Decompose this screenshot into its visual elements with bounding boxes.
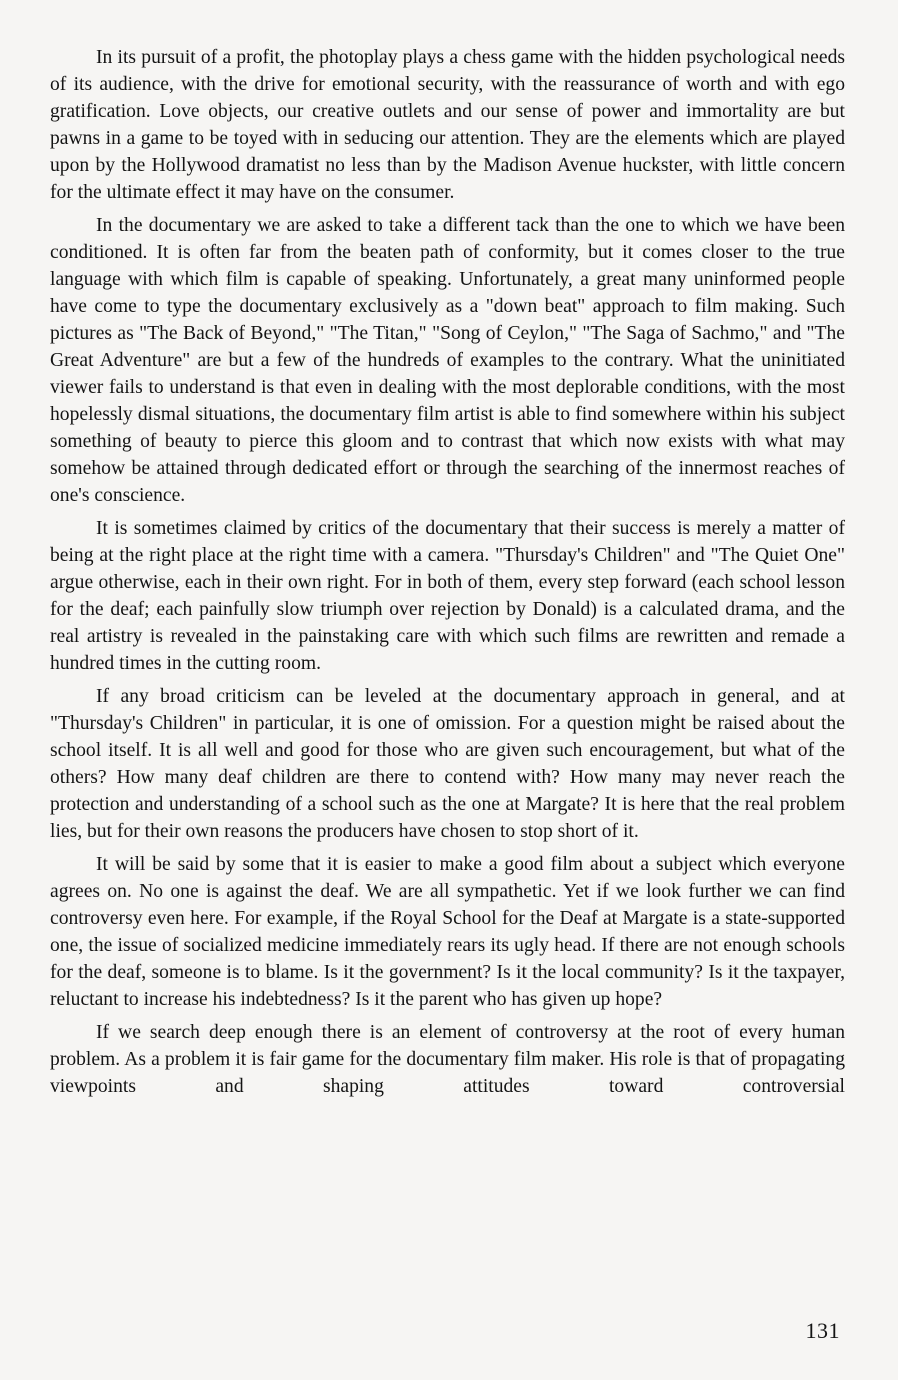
paragraph-5: It will be said by some that it is easier to make a good film about a subject which everyone agrees on. No one is against the deaf. We are all sympathetic. Yet if we look further we can find controversy even here. For example, if the Royal School for the Deaf at Margate is a state-supported one, the issue of socialized medicine immediately rears its ugly head. If there are not enough schools for the deaf, someone is to blame. Is it the government? Is it the local community? Is it the taxpayer, reluctant to increase his indebtedness? Is it the parent who has given up hope?	[50, 854, 845, 1010]
paragraph-1: In its pursuit of a profit, the photoplay plays a chess game with the hidden psychological needs of its audience, with the drive for emotional security, with the reassurance of worth and with ego gratification. Love objects, our creative outlets and our sense of power and immortality are but pawns in a game to be toyed with in seducing our attention. They are the elements which are played upon by the Hollywood dramatist no less than by the Madison Avenue huckster, with little concern for the ultimate effect it may have on the consumer.	[50, 47, 845, 203]
paragraph-6: If we search deep enough there is an element of controversy at the root of every human problem. As a problem it is fair game for the documentary film maker. His role is that of propagating viewpoints and shaping attitudes toward controversial	[50, 1022, 845, 1097]
paragraph-2: In the documentary we are asked to take a different tack than the one to which we have been conditioned. It is often far from the beaten path of conformity, but it comes closer to the true language with which film is capable of speaking. Unfortunately, a great many uninformed people have come to type the documentary exclusively as a "down beat" approach to film making. Such pictures as "The Back of Beyond," "The Titan," "Song of Ceylon," "The Saga of Sachmo," and "The Great Adventure" are but a few of the hundreds of examples to the contrary. What the uninitiated viewer fails to understand is that even in dealing with the most deplorable conditions, with the most hopelessly dismal situations, the documentary film artist is able to find somewhere within his subject something of beauty to pierce this gloom and to contrast that which now exists with what may somehow be attained through dedicated effort or through the searching of the innermost reaches of one's conscience.	[50, 215, 845, 506]
paragraph-4: If any broad criticism can be leveled at the documentary approach in general, and at "Thursday's Children" in particular, it is one of omission. For a question might be raised about the school itself. It is all well and good for those who are given such encouragement, but what of the others? How many deaf children are there to contend with? How many may never reach the protection and understanding of a school such as the one at Margate? It is here that the real problem lies, but for their own reasons the producers have chosen to stop short of it.	[50, 686, 845, 842]
body-text	[50, 44, 845, 1106]
page-number: 131	[805, 1318, 840, 1343]
paragraph-3: It is sometimes claimed by critics of the documentary that their success is merely a matter of being at the right place at the right time with a camera. "Thursday's Children" and "The Quiet One" argue otherwise, each in their own right. For in both of them, every step forward (each school lesson for the deaf; each painfully slow triumph over rejection by Donald) is a calculated drama, and the real artistry is revealed in the painstaking care with which such films are rewritten and remade a hundred times in the cutting room.	[50, 518, 845, 674]
